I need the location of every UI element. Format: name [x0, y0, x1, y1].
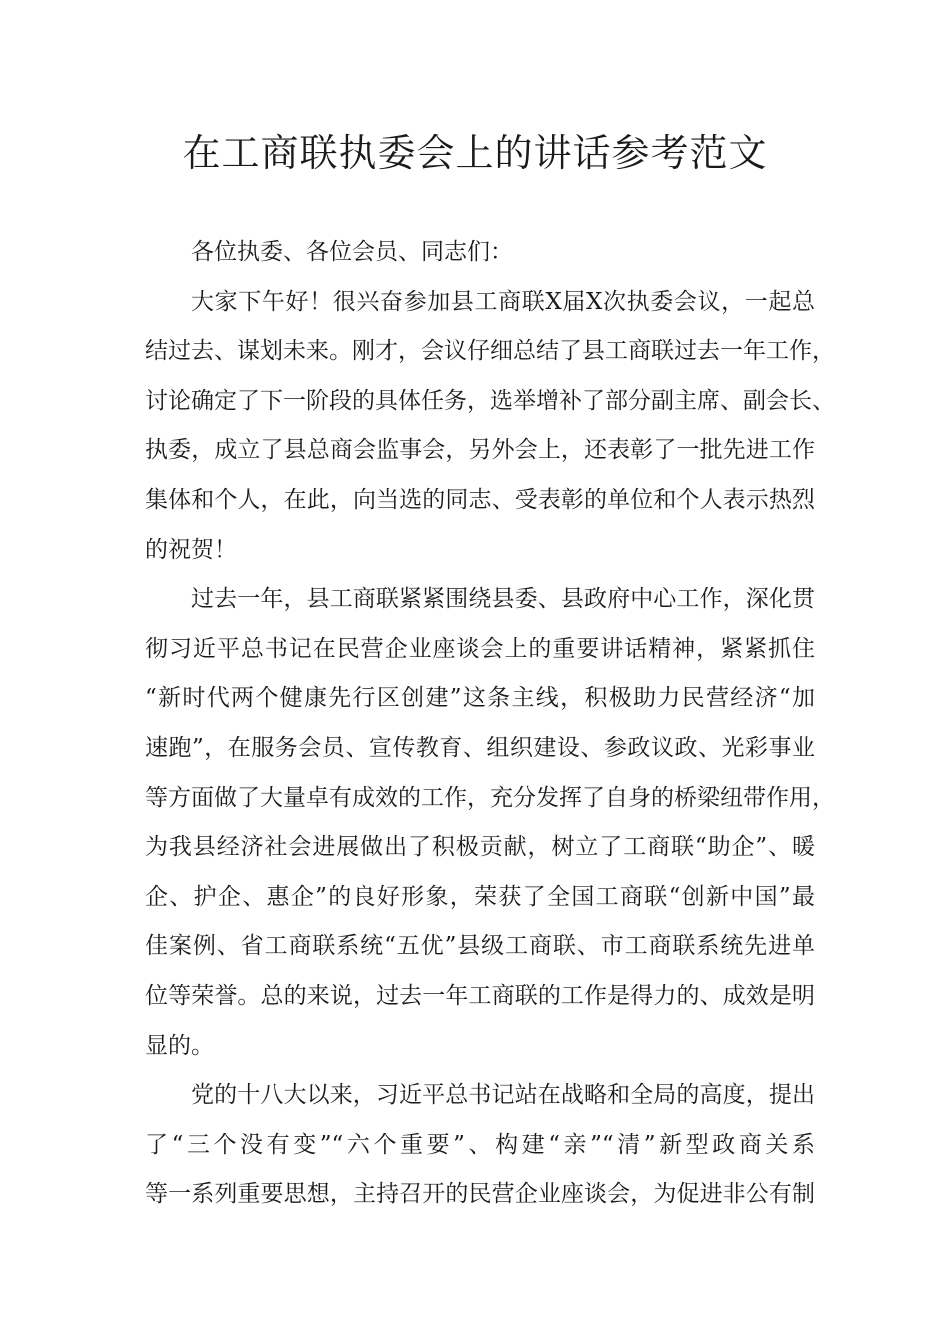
text-line: 结过去、谋划未来。刚才，会议仔细总结了县工商联过去一年工作， [145, 338, 835, 365]
document-body [145, 228, 835, 1220]
salutation: 各位执委、各位会员、同志们： [191, 239, 513, 265]
text-line: 过去一年，县工商联紧紧围绕县委、县政府中心工作，深化贯 [191, 586, 815, 613]
text-line: 党的十八大以来，习近平总书记站在战略和全局的高度，提出 [191, 1082, 815, 1109]
text-line: 大家下午好！很兴奋参加县工商联X届X次执委会议，一起总 [191, 288, 815, 315]
text-line: 了“三个没有变”“六个重要”、构建“亲”“清”新型政商关系 [145, 1131, 815, 1158]
text-line: 等一系列重要思想，主持召开的民营企业座谈会，为促进非公有制 [145, 1181, 815, 1208]
document-title: 在工商联执委会上的讲话参考范文 [182, 131, 768, 175]
text-line: 执委，成立了县总商会监事会，另外会上，还表彰了一批先进工作 [145, 437, 815, 464]
paragraph-greeting [145, 278, 835, 576]
text-line: 企、护企、惠企”的良好形象，荣获了全国工商联“创新中国”最 [145, 883, 815, 910]
text-line: 的祝贺！ [145, 536, 237, 563]
text-line: 为我县经济社会进展做出了积极贡献，树立了工商联“助企”、暖 [145, 834, 815, 861]
text-line: 佳案例、省工商联系统“五优”县级工商联、市工商联系统先进单 [145, 933, 815, 960]
text-line: 集体和个人，在此，向当选的同志、受表彰的单位和个人表示热烈 [145, 486, 815, 513]
text-line: “新时代两个健康先行区创建”这条主线，积极助力民营经济“加 [145, 685, 815, 712]
text-line: 等方面做了大量卓有成效的工作，充分发挥了自身的桥梁纽带作用， [145, 784, 835, 811]
text-line: 显的。 [145, 1032, 214, 1059]
text-line: 讨论确定了下一阶段的具体任务，选举增补了部分副主席、副会长、 [145, 387, 835, 414]
paragraph-policy [145, 1071, 815, 1220]
text-line: 速跑”，在服务会员、宣传教育、组织建设、参政议政、光彩事业 [145, 734, 815, 761]
paragraph-review [145, 575, 835, 1071]
text-line: 位等荣誉。总的来说，过去一年工商联的工作是得力的、成效是明 [145, 982, 815, 1009]
text-line: 彻习近平总书记在民营企业座谈会上的重要讲话精神，紧紧抓住 [145, 635, 815, 662]
